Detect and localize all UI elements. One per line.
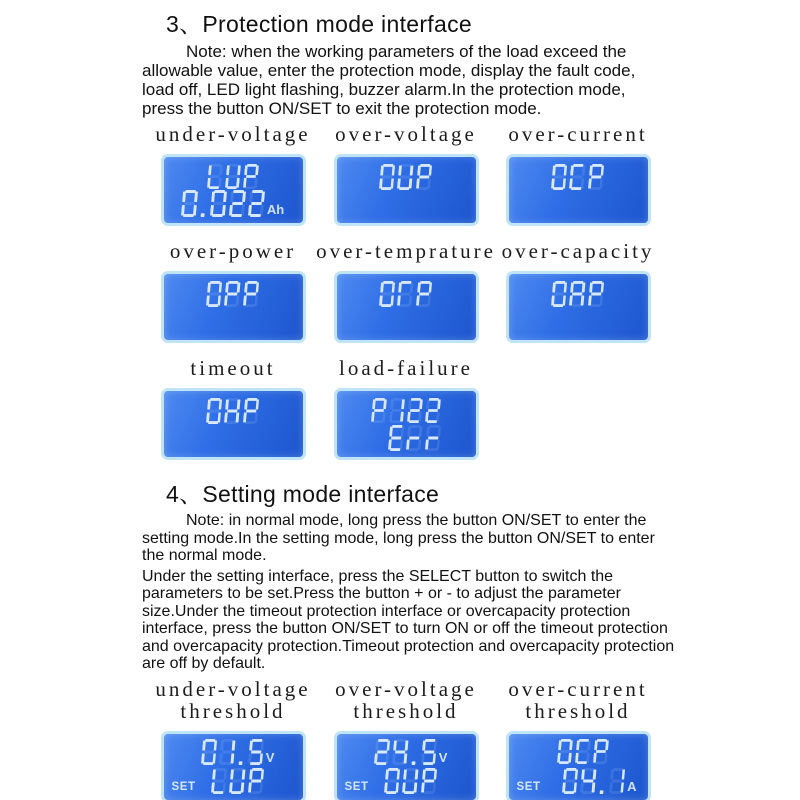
section3-heading: 3、Protection mode interface (166, 11, 472, 37)
lcd-line-value (169, 739, 298, 765)
lcd-over-current-threshold (506, 731, 651, 800)
caption-timeout: timeout (190, 356, 276, 380)
caption-over-voltage: over-voltage (335, 122, 477, 146)
seven-seg-code (207, 164, 259, 189)
caption-line1: over-voltage (335, 676, 477, 701)
seven-seg-error (388, 425, 442, 451)
lcd-over-current (506, 154, 651, 226)
caption-under-voltage: under-voltage (155, 122, 311, 146)
seven-seg-code (551, 281, 605, 307)
seven-seg-value (562, 768, 625, 794)
protection-lcd-row-3 (146, 388, 800, 460)
caption-load-failure: load-failure (339, 356, 473, 380)
section4-note: Note: in normal mode, long press the button ON/SET to enter the setting mode.In the setting mode, long press the button ON/SET to enter the normal mode. (142, 512, 655, 564)
caption-over-current: over-current (508, 122, 648, 146)
seven-seg-code (384, 768, 438, 794)
setting-caption-row (146, 678, 800, 722)
lcd-over-capacity (506, 271, 651, 343)
seven-seg-code (211, 768, 265, 794)
lcd-line-error (342, 425, 471, 451)
lcd-under-voltage (161, 154, 306, 226)
lcd-over-temperature (334, 271, 479, 343)
caption-line2: threshold (353, 698, 459, 723)
lcd-line-code (169, 398, 298, 424)
lcd-timeout (161, 388, 306, 460)
seven-seg-code (371, 398, 441, 423)
protection-caption-row-3 (146, 357, 800, 379)
seven-seg-code (557, 739, 609, 764)
lcd-line-code (514, 164, 643, 190)
section3-note: Note: when the working parameters of the load exceed the allowable value, enter the protection mode, display the fault code, load off, LED light flashing, buzzer alarm.In the protection mode, press the button ON/SET to exit the protection mode. (142, 42, 636, 118)
caption-over-voltage-threshold (335, 678, 477, 722)
lcd-line-value (169, 190, 298, 217)
lcd-line-code (342, 398, 471, 423)
lcd-over-voltage (334, 154, 479, 226)
protection-caption-row-2 (146, 240, 800, 262)
seven-seg-code (206, 281, 260, 307)
lcd-over-power (161, 271, 306, 343)
caption-line1: over-current (508, 676, 648, 701)
seven-seg-value (181, 190, 265, 217)
lcd-line-code (342, 281, 471, 307)
section4-body: Under the setting interface, press the SELECT button to switch the parameters to be set.Press the button + or - to adjust the parameter size.Under the timeout protection interface or overcapacity protection interface, press the button ON/SET to turn ON or off the timeout protection and overcapacity protection.Timeout protection and overcapacity protection are off by default. (142, 567, 675, 672)
caption-line1: under-voltage (155, 676, 311, 701)
lcd-line-code (169, 164, 298, 189)
lcd-load-failure (334, 388, 479, 460)
lcd-line-code (342, 164, 471, 190)
protection-lcd-row-2 (146, 271, 800, 343)
caption-over-capacity: over-capacity (501, 239, 655, 263)
caption-over-temprature: over-temprature (316, 239, 496, 263)
section4-heading: 4、Setting mode interface (166, 481, 440, 507)
caption-under-voltage-threshold (155, 678, 310, 722)
seven-seg-code (379, 281, 433, 307)
seven-seg-value (373, 739, 436, 765)
seven-seg-code (206, 398, 260, 424)
lcd-line-value (342, 739, 471, 765)
unit-label: V (438, 749, 448, 765)
seven-seg-code (551, 164, 605, 190)
seven-seg-code (379, 164, 433, 190)
set-badge: SET (171, 780, 196, 793)
caption-over-current-threshold (508, 678, 647, 722)
set-badge: SET (344, 780, 369, 793)
unit-label: A (627, 778, 637, 794)
caption-line2: threshold (525, 698, 631, 723)
set-badge: SET (516, 780, 541, 793)
lcd-line-code (514, 739, 643, 764)
setting-lcd-row (146, 731, 800, 800)
protection-lcd-row-1 (146, 154, 800, 226)
lcd-line-code (514, 281, 643, 307)
caption-line2: threshold (180, 698, 286, 723)
seven-seg-value (200, 739, 263, 765)
lcd-under-voltage-threshold (161, 731, 306, 800)
caption-over-power: over-power (169, 239, 297, 263)
unit-label: Ah (266, 202, 285, 217)
lcd-line-code (169, 281, 298, 307)
lcd-over-voltage-threshold (334, 731, 479, 800)
protection-caption-row-1 (146, 123, 800, 145)
unit-label: V (265, 749, 275, 765)
